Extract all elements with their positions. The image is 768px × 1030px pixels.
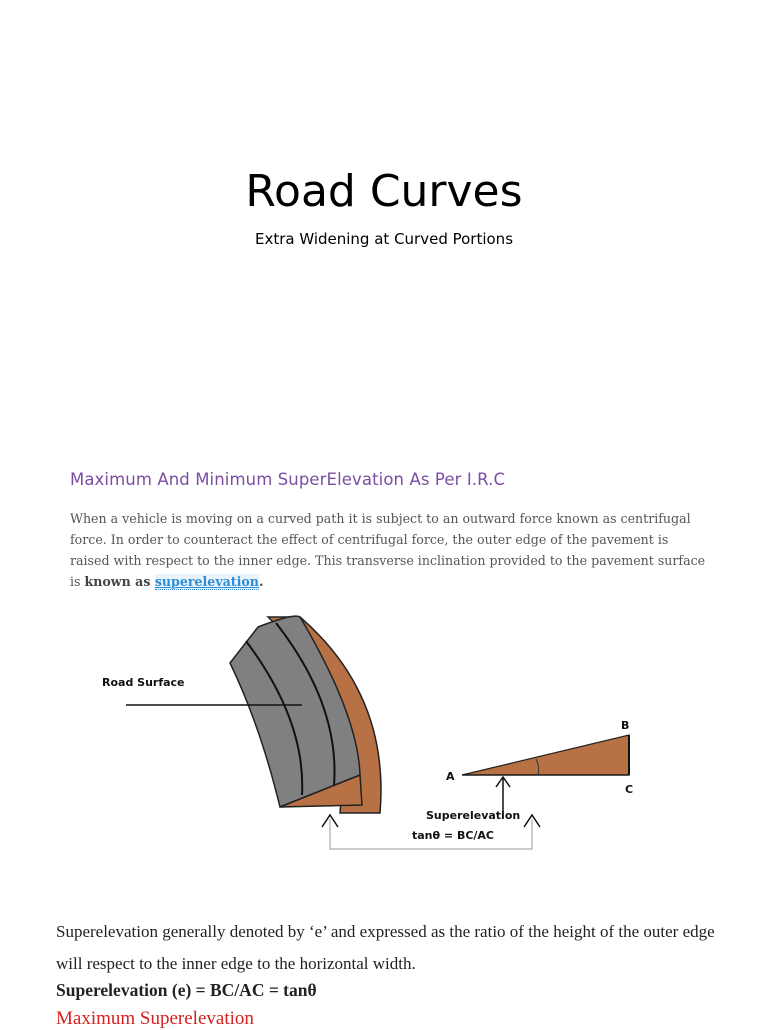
tan-theta-label: tanθ = BC/AC bbox=[412, 829, 495, 842]
superelevation-triangle bbox=[462, 735, 629, 775]
definition-paragraph: Superelevation generally denoted by ‘e’ and expressed as the ratio of the height of the outer edge will respect to the inner edge to the horizontal width. bbox=[56, 922, 715, 973]
point-a-label: A bbox=[446, 770, 455, 783]
superelevation-diagram bbox=[90, 605, 650, 855]
point-c-label: C bbox=[625, 783, 634, 796]
document-subtitle: Extra Widening at Curved Portions bbox=[254, 230, 514, 248]
superelevation-formula: Superelevation (e) = BC/AC = tanθ bbox=[56, 980, 317, 1000]
superelevation-label: Superelevation bbox=[426, 809, 521, 822]
superelevation-link[interactable]: superelevation bbox=[154, 574, 259, 589]
maximum-superelevation-heading: Maximum Superelevation bbox=[56, 1008, 254, 1029]
document-title: Road Curves bbox=[245, 166, 523, 217]
paragraph-end: . bbox=[258, 574, 264, 589]
section-heading: Maximum And Minimum SuperElevation As Per I.R.C bbox=[70, 470, 506, 489]
paragraph-text: When a vehicle is moving on a curved path it is subject to an outward force known as centrifugal force. In order to counteract the effect of centrifugal force, the outer edge of the pavement is raised with respect to the inner edge. This transverse inclination provided to the pavement surface is bbox=[70, 511, 706, 589]
road-surface-label: Road Surface bbox=[102, 676, 185, 689]
point-b-label: B bbox=[621, 719, 630, 732]
paragraph-bold-text: known as bbox=[84, 574, 155, 589]
intro-paragraph bbox=[70, 508, 710, 592]
